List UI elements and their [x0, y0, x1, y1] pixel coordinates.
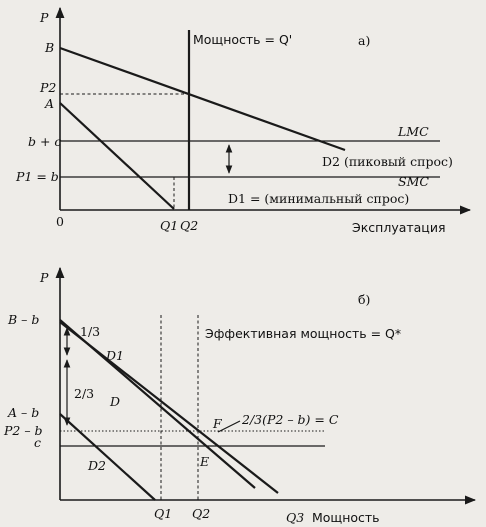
label-A-minus-b: A – b	[8, 405, 40, 420]
label-E: E	[200, 454, 210, 469]
label-capacity: Мощность = Q'	[193, 32, 293, 47]
label-LMC: LMC	[398, 124, 429, 139]
D2-line	[60, 414, 155, 500]
panel-a-tag: а)	[358, 33, 371, 48]
panel-a-x-axis-label: Эксплуатация	[352, 220, 446, 235]
label-one-third: 1/3	[80, 324, 101, 339]
label-formula: 2/3(P2 – b) = C	[242, 412, 339, 427]
label-D1-b: D1	[106, 348, 124, 363]
label-two-thirds: 2/3	[74, 386, 95, 401]
label-A: A	[45, 96, 55, 111]
label-Q2-b: Q2	[192, 506, 211, 521]
label-D1: D1 = (минимальный спрос)	[228, 191, 410, 206]
D1-min-demand-line	[60, 103, 174, 209]
panel-b-x-axis-label: Мощность	[312, 510, 380, 525]
label-F: F	[213, 416, 222, 431]
label-D2: D2 (пиковый спрос)	[322, 154, 453, 169]
label-c: c	[34, 435, 42, 450]
label-Q1-b: Q1	[154, 506, 173, 521]
label-D-b: D	[110, 394, 121, 409]
label-P1-b: P1 = b	[16, 169, 59, 184]
panel-b-y-axis-label: P	[40, 270, 49, 285]
panel-b	[3, 268, 475, 525]
label-B-minus-b: B – b	[8, 312, 40, 327]
panel-b-tag: б)	[358, 292, 371, 307]
label-D2-b: D2	[88, 458, 106, 473]
D2-peak-demand-line	[60, 48, 345, 150]
label-effective-capacity: Эффективная мощность = Q*	[205, 326, 402, 341]
panel-a	[15, 8, 470, 235]
label-B: B	[45, 40, 55, 55]
label-Q1-a: Q1	[160, 218, 179, 233]
label-Q2-a: Q2	[180, 218, 199, 233]
label-P2: P2	[40, 80, 57, 95]
label-P2-minus-b: P2 – b	[4, 423, 43, 438]
label-origin: 0	[56, 214, 64, 229]
label-Q3-b: Q3	[286, 510, 305, 525]
label-b-plus-c: b + c	[28, 134, 62, 149]
label-SMC: SMC	[398, 174, 429, 189]
panel-a-y-axis-label: P	[40, 10, 49, 25]
